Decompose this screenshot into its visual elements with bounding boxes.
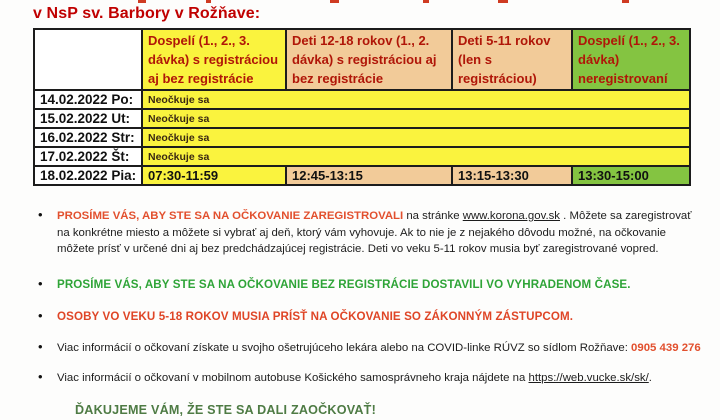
bullet-dot: • bbox=[38, 207, 43, 222]
time-slot-children-12-18: 12:45-13:15 bbox=[286, 166, 452, 185]
legal-guardian-text: OSOBY VO VEKU 5-18 ROKOV MUSIA PRÍSŤ NA OČKOVANIE SO ZÁKONNÝM ZÁSTUPCOM. bbox=[57, 310, 574, 323]
bullet-registration-info bbox=[38, 208, 702, 258]
time-slot-children-5-11: 13:15-13:30 bbox=[452, 166, 572, 185]
bullet-covid-line-info bbox=[38, 340, 702, 357]
registration-text-2: . Môžete sa zaregistrovať na konkrétne miesto a môžete si vybrať aj deň, ktorý vám vyhovuje. Ak to nie je z nejakého dôvodu možné, na očkovanie môžete prísť v určené dni aj bez predchádzajúcej registrácie. Deti vo veku 5-11 rokov musia byť zaregistrované vopred. bbox=[57, 210, 692, 255]
bullet-dot: • bbox=[38, 276, 43, 291]
date-cell: 15.02.2022 Ut: bbox=[34, 109, 142, 128]
table-row-friday bbox=[34, 166, 690, 185]
covid-line-phone-number: 0905 439 276 bbox=[631, 342, 701, 354]
no-vaccination-cell: Neočkuje sa bbox=[142, 147, 690, 166]
bullet-dot: • bbox=[38, 369, 43, 384]
vucke-link[interactable]: https://web.vucke.sk/sk/ bbox=[528, 372, 649, 384]
header-adults-registered: Dospelí (1., 2., 3. dávka) s registráciou aj bez registrácie bbox=[142, 29, 286, 90]
mobile-bus-text: Viac informácií o očkovaní v mobilnom autobuse Košického samosprávneho kraja nájdete na bbox=[57, 372, 529, 384]
table-row bbox=[34, 128, 690, 147]
header-blank-cell bbox=[34, 29, 142, 90]
bullet-legal-guardian bbox=[38, 309, 702, 326]
bullet-dot: • bbox=[38, 308, 43, 323]
thank-you-line: ĎAKUJEME VÁM, ŽE STE SA DALI ZAOČKOVAŤ! bbox=[75, 403, 376, 417]
time-slot-adults-registered: 07:30-11:59 bbox=[142, 166, 286, 185]
header-adults-unregistered: Dospelí (1., 2., 3. dávka) neregistrovaní bbox=[572, 29, 690, 90]
bullet-arrive-on-time bbox=[38, 277, 702, 294]
registration-text-1: na stránke bbox=[403, 210, 463, 222]
header-children-12-18: Deti 12-18 rokov (1., 2. dávka) s registráciou aj bez registrácie bbox=[286, 29, 452, 90]
bullet-mobile-bus-info bbox=[38, 370, 702, 387]
registration-emphasis: PROSÍME VÁS, ABY STE SA NA OČKOVANIE ZAREGISTROVALI bbox=[57, 210, 404, 222]
header-children-5-11: Deti 5-11 rokov (len s registráciou) bbox=[452, 29, 572, 90]
no-vaccination-cell: Neočkuje sa bbox=[142, 109, 690, 128]
covid-line-text: Viac informácií o očkovaní získate u svojho ošetrujúceho lekára alebo na COVID-linke RÚVZ so sídlom Rožňave: bbox=[57, 342, 632, 354]
no-vaccination-cell: Neočkuje sa bbox=[142, 90, 690, 109]
date-cell: 18.02.2022 Pia: bbox=[34, 166, 142, 185]
arrive-on-time-text: PROSÍME VÁS, ABY STE SA NA OČKOVANIE BEZ REGISTRÁCIE DOSTAVILI VO VYHRADENOM ČASE. bbox=[57, 278, 631, 291]
table-row bbox=[34, 109, 690, 128]
mobile-bus-period: . bbox=[648, 372, 652, 384]
bullet-dot: • bbox=[38, 339, 43, 354]
no-vaccination-cell: Neočkuje sa bbox=[142, 128, 690, 147]
table-row bbox=[34, 90, 690, 109]
vaccination-schedule-table bbox=[33, 28, 691, 186]
page-title: v NsP sv. Barbory v Rožňave: bbox=[33, 5, 261, 22]
table-row bbox=[34, 147, 690, 166]
cropped-text-fragments bbox=[0, 0, 720, 4]
table-header-row bbox=[34, 29, 690, 90]
date-cell: 17.02.2022 Št: bbox=[34, 147, 142, 166]
date-cell: 16.02.2022 Str: bbox=[34, 128, 142, 147]
date-cell: 14.02.2022 Po: bbox=[34, 90, 142, 109]
korona-gov-link[interactable]: www.korona.gov.sk bbox=[462, 210, 560, 222]
time-slot-adults-unregistered: 13:30-15:00 bbox=[572, 166, 690, 185]
